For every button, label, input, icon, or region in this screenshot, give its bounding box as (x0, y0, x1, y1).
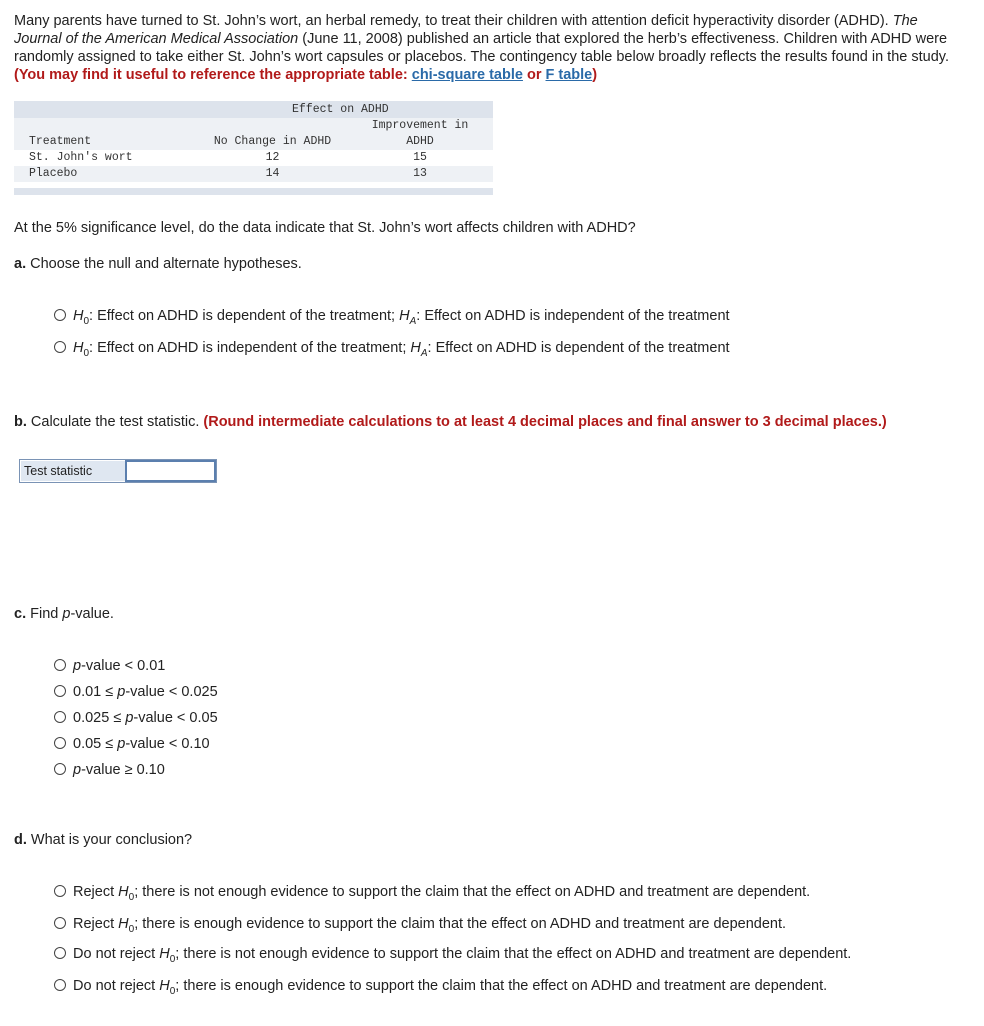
intro-text-2: (June 11, 2008) published an article that explored the herb’s effectiveness. Children with ADHD were randomly assigned to take either St. John’s wort capsules or placebos. The contingency table below broadly reflects the results found in the study. (14, 31, 949, 65)
h0-subscript: 0 (83, 315, 90, 327)
radio-icon[interactable] (54, 659, 66, 671)
h0-subscript: 0 (169, 985, 176, 997)
pvalue-option-2[interactable] (54, 682, 218, 702)
pvalue-option-5[interactable] (54, 760, 165, 780)
part-b-prompt (14, 414, 887, 430)
pvalue-pre: 0.025 ≤ (73, 710, 126, 726)
conclusion-text: ; there is not enough evidence to support the claim that the effect on ADHD and treatment are dependent. (175, 946, 852, 962)
reference-or: or (522, 67, 546, 83)
intro-text-1: Many parents have turned to St. John’s wort, an herbal remedy, to treat their children with attention deficit hyperactivity disorder (ADHD). (14, 13, 893, 29)
h-symbol: H (159, 946, 170, 962)
part-d-text: What is your conclusion? (26, 832, 193, 848)
table-cell: 12 (265, 151, 280, 164)
conclusion-option-3[interactable] (54, 944, 851, 970)
part-a-prompt (14, 256, 302, 272)
h-symbol: H (159, 978, 170, 994)
pvalue-pre: 0.05 ≤ (73, 736, 118, 752)
p-symbol: p (73, 658, 82, 674)
row-label: St. John's wort (29, 151, 133, 164)
p-symbol: p (117, 684, 126, 700)
reference-suffix: ) (592, 67, 598, 83)
part-a-letter: a. (14, 256, 27, 272)
conclusion-text: ; there is enough evidence to support the claim that the effect on ADHD and treatment are dependent. (175, 978, 828, 994)
radio-icon[interactable] (54, 917, 66, 929)
ha-text: : Effect on ADHD is dependent of the treatment (427, 340, 730, 356)
conclusion-text: ; there is enough evidence to support the claim that the effect on ADHD and treatment are dependent. (134, 916, 787, 932)
contingency-table (14, 101, 493, 195)
pvalue-post: -value < 0.01 (81, 658, 166, 674)
radio-icon[interactable] (54, 737, 66, 749)
table-cell: 13 (413, 167, 427, 180)
conclusion-option-1[interactable] (54, 882, 810, 908)
part-d-letter: d. (14, 832, 27, 848)
radio-icon[interactable] (54, 947, 66, 959)
test-statistic-input[interactable] (125, 460, 216, 482)
pvalue-post: -value < 0.05 (133, 710, 218, 726)
pvalue-option-1[interactable] (54, 656, 165, 676)
main-question: At the 5% significance level, do the data indicate that St. John’s wort affects children with ADHD? (14, 220, 636, 236)
h-symbol: H (399, 308, 410, 324)
h0-subscript: 0 (83, 347, 90, 359)
h0-subscript: 0 (169, 953, 176, 965)
rounding-note: (Round intermediate calculations to at least 4 decimal places and final answer to 3 decimal places.) (203, 414, 887, 430)
conclusion-pre: Reject (73, 884, 119, 900)
test-statistic-row (19, 459, 217, 483)
col2-header-line1: Improvement in (371, 119, 469, 132)
conclusion-pre: Do not reject (73, 946, 160, 962)
h-symbol: H (410, 340, 421, 356)
col2-header-line2: ADHD (406, 135, 434, 148)
part-c-text: Find (26, 606, 63, 622)
radio-icon[interactable] (54, 685, 66, 697)
conclusion-option-4[interactable] (54, 976, 827, 1002)
table-cell: 15 (413, 151, 427, 164)
p-symbol: p (117, 736, 126, 752)
conclusion-text: ; there is not enough evidence to support the claim that the effect on ADHD and treatment are dependent. (134, 884, 811, 900)
h0-subscript: 0 (128, 923, 135, 935)
pvalue-post: -value < 0.10 (125, 736, 210, 752)
hypothesis-option-1[interactable] (54, 306, 730, 332)
col1-header: No Change in ADHD (213, 135, 332, 148)
p-symbol: p (125, 710, 134, 726)
test-statistic-label: Test statistic (21, 461, 125, 481)
part-c-prompt (14, 606, 114, 622)
pvalue-option-3[interactable] (54, 708, 218, 728)
conclusion-pre: Do not reject (73, 978, 160, 994)
ha-subscript: A (420, 347, 428, 359)
h0-subscript: 0 (128, 891, 135, 903)
reference-note (14, 67, 597, 83)
group-header: Effect on ADHD (292, 103, 389, 116)
radio-icon[interactable] (54, 309, 66, 321)
part-b-letter: b. (14, 414, 27, 430)
p-symbol: p (62, 606, 71, 622)
h-symbol: H (118, 884, 129, 900)
part-b-text: Calculate the test statistic. (26, 414, 204, 430)
pvalue-post: -value < 0.025 (125, 684, 218, 700)
hypothesis-option-2[interactable] (54, 338, 730, 364)
pvalue-pre: 0.01 ≤ (73, 684, 118, 700)
journal-name: The Journal of the American Medical Association (14, 13, 918, 47)
conclusion-pre: Reject (73, 916, 119, 932)
f-table-link[interactable]: F table (545, 67, 593, 83)
table-header-band-1 (14, 101, 493, 118)
radio-icon[interactable] (54, 763, 66, 775)
part-c-letter: c. (14, 606, 27, 622)
p-symbol: p (73, 762, 82, 778)
reference-prefix: (You may find it useful to reference the appropriate table: (14, 67, 412, 83)
h-symbol: H (118, 916, 129, 932)
ha-text: : Effect on ADHD is independent of the treatment (416, 308, 730, 324)
pvalue-post: -value ≥ 0.10 (81, 762, 165, 778)
chi-square-table-link[interactable]: chi-square table (411, 67, 523, 83)
pvalue-option-4[interactable] (54, 734, 210, 754)
radio-icon[interactable] (54, 341, 66, 353)
h0-text: : Effect on ADHD is dependent of the treatment; (89, 308, 400, 324)
row-header: Treatment (29, 135, 92, 148)
radio-icon[interactable] (54, 711, 66, 723)
part-a-text: Choose the null and alternate hypotheses. (26, 256, 302, 272)
radio-icon[interactable] (54, 885, 66, 897)
h-symbol: H (73, 340, 84, 356)
h0-text: : Effect on ADHD is independent of the treatment; (89, 340, 411, 356)
table-footer-band (14, 188, 493, 195)
problem-intro (14, 12, 964, 84)
part-d-prompt (14, 832, 192, 848)
conclusion-option-2[interactable] (54, 914, 786, 940)
ha-subscript: A (409, 315, 417, 327)
h-symbol: H (73, 308, 84, 324)
part-c-text-end: -value. (70, 606, 114, 622)
table-cell: 14 (265, 167, 280, 180)
radio-icon[interactable] (54, 979, 66, 991)
row-label: Placebo (29, 167, 78, 180)
